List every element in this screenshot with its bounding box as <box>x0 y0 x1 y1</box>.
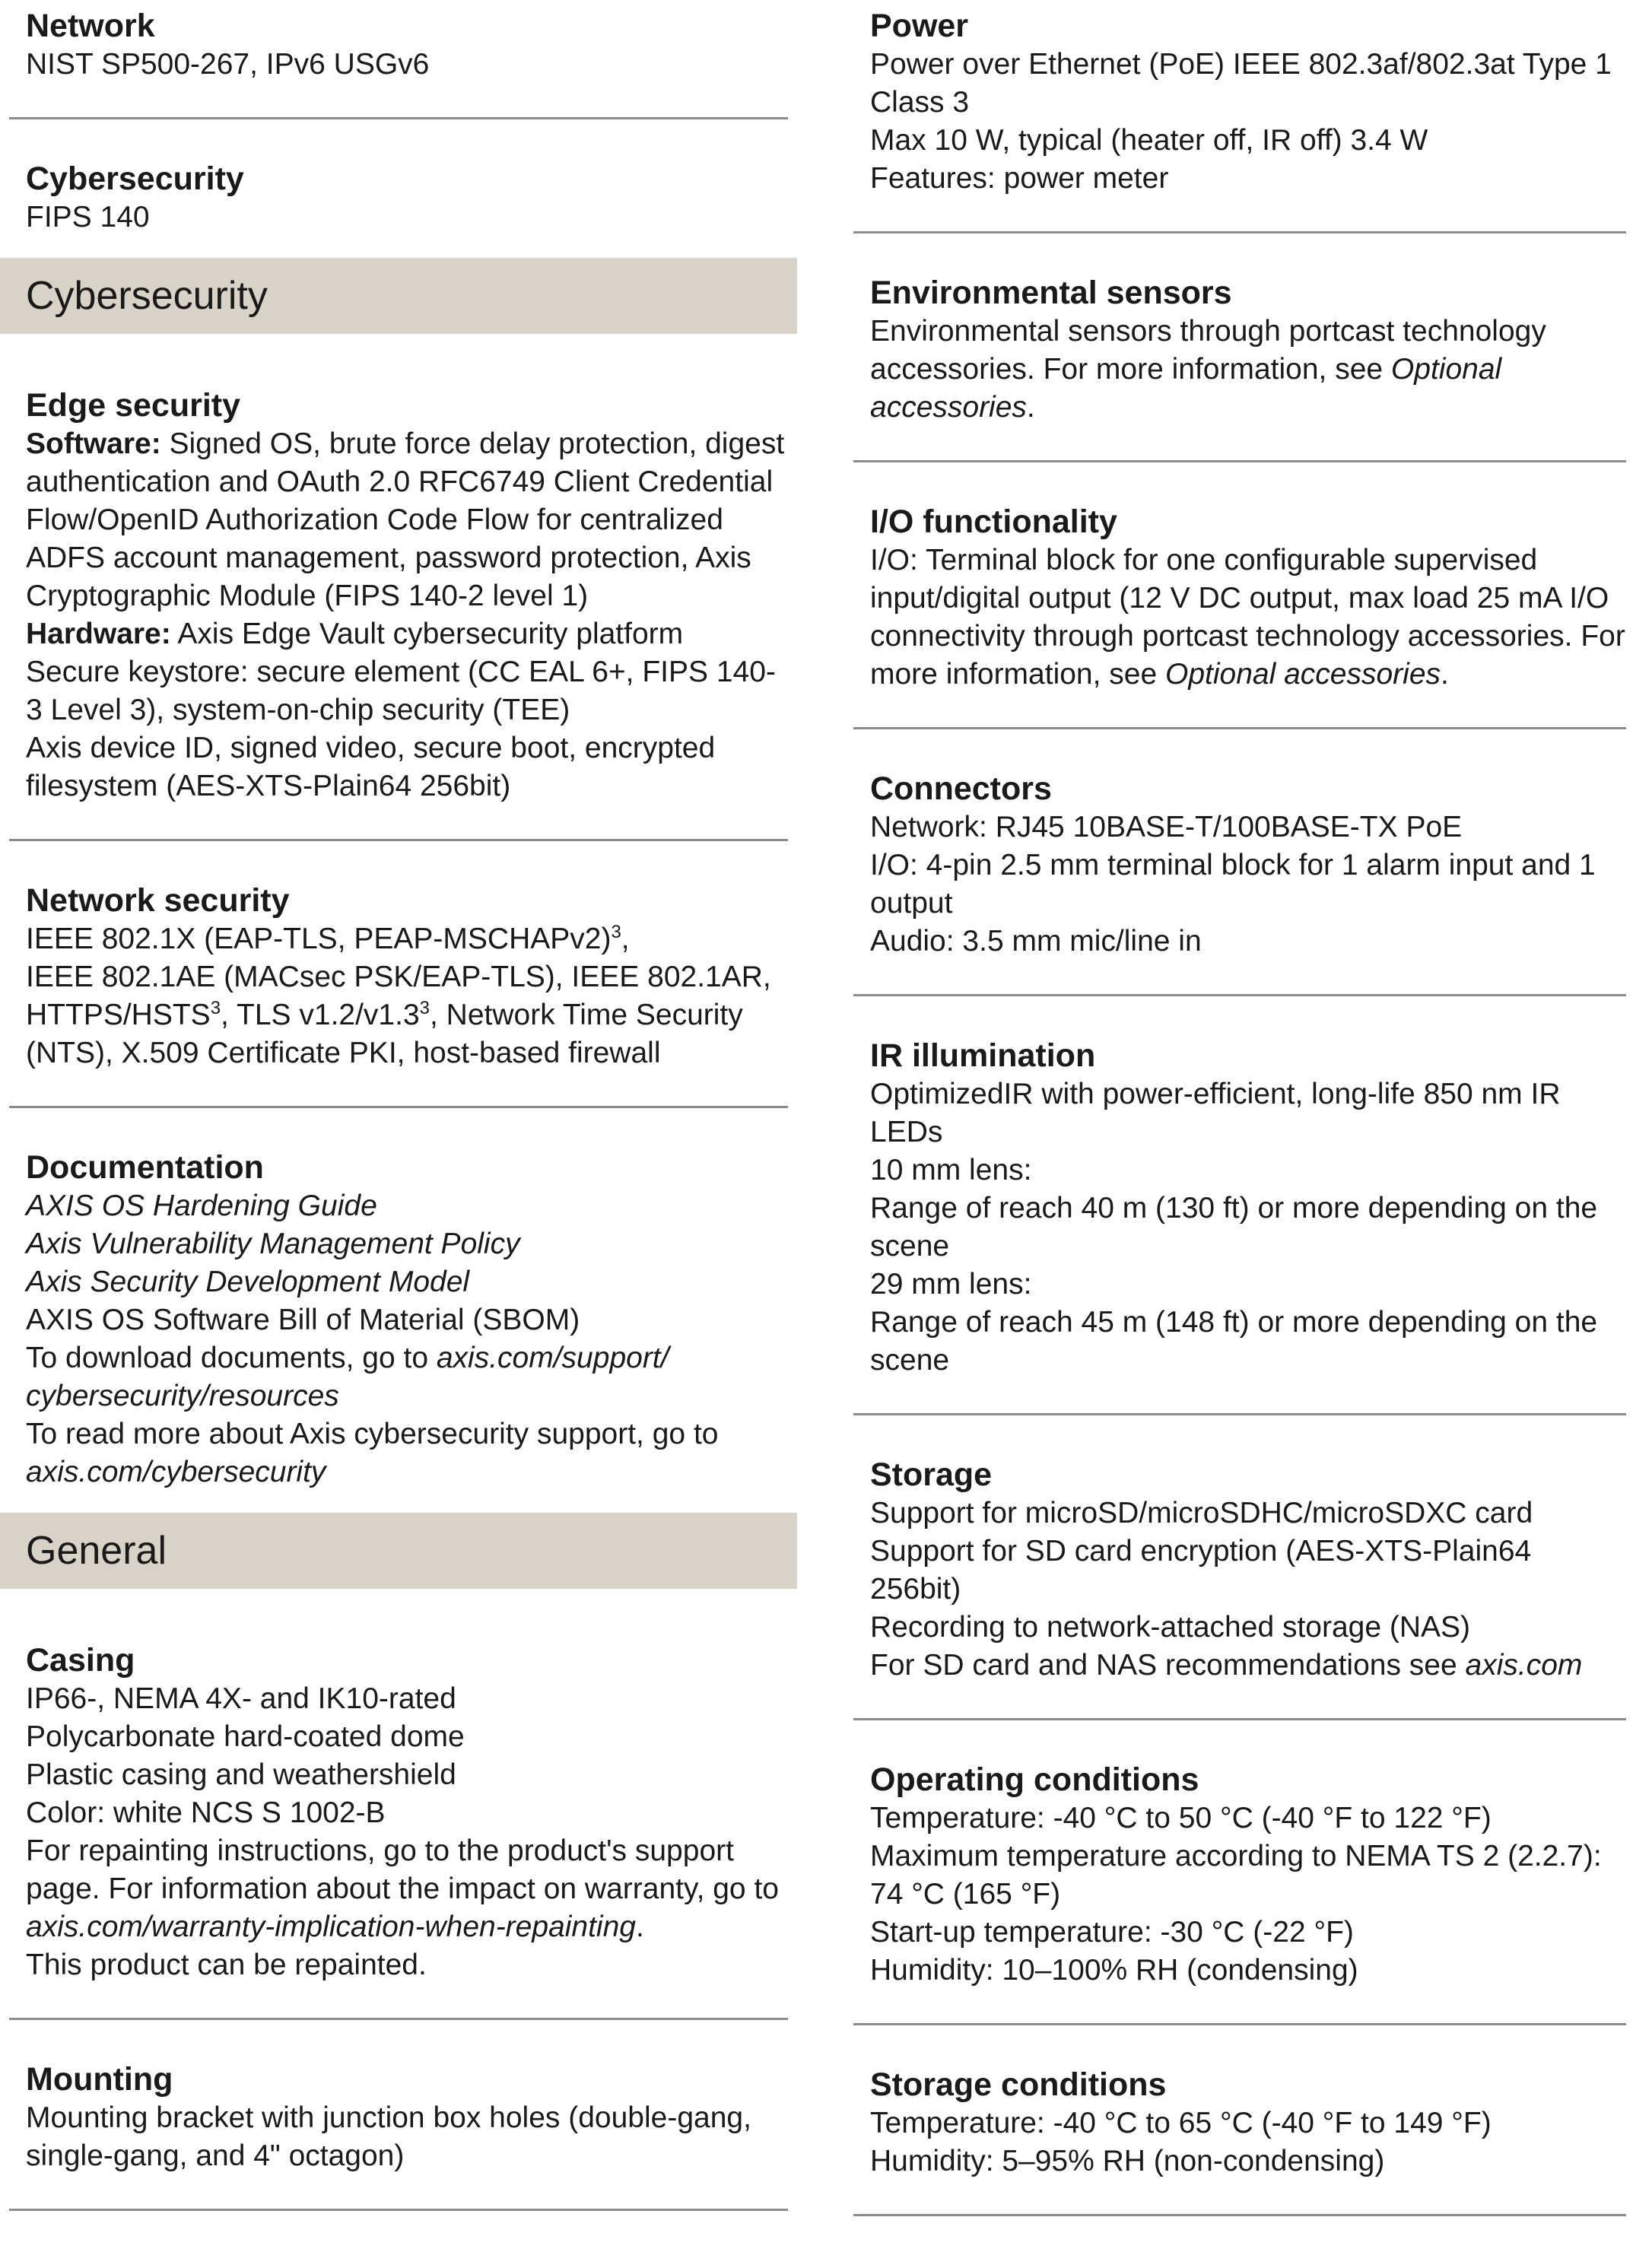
spec-line: This product can be repainted. <box>26 1949 427 1981</box>
section-title: Mounting <box>26 2061 173 2098</box>
section-title: Documentation <box>26 1149 264 1186</box>
spec-line: Temperature: -40 °C to 50 °C (-40 °F to 122 °F) <box>870 1802 1492 1834</box>
documentation-section <box>9 1142 788 1513</box>
spec-line: Secure keystore: secure element (CC EAL 6+, FIPS 140-3 Level 3), system-on-chip security (TEE) <box>26 656 776 726</box>
optional-accessories-link[interactable]: Optional accessories <box>1165 658 1441 691</box>
footnote-ref: 3 <box>210 998 221 1018</box>
text-part: , TLS v1.2/v1.3 <box>221 999 420 1031</box>
spec-line <box>870 313 1626 427</box>
spec-line: (NTS), X.509 Certificate PKI, host-based firewall <box>26 1037 661 1069</box>
spec-line: Max 10 W, typical (heater off, IR off) 3.4 W <box>870 124 1428 157</box>
text-part: IEEE 802.1X (EAP-TLS, PEAP-MSCHAPv2) <box>26 923 612 955</box>
section-title: Environmental sensors <box>870 275 1232 311</box>
section-title: I/O functionality <box>870 503 1117 540</box>
section-title: IR illumination <box>870 1037 1096 1074</box>
spec-line: 10 mm lens: <box>870 1154 1032 1186</box>
text-part: To read more about Axis cybersecurity support, go to <box>26 1418 719 1450</box>
spec-line: I/O: 4-pin 2.5 mm terminal block for 1 alarm input and 1 output <box>870 849 1596 920</box>
io-functionality-section <box>853 496 1626 729</box>
text-part: . <box>635 1911 644 1943</box>
text-part: , Network Time Security <box>430 999 743 1031</box>
connectors-section <box>853 763 1626 996</box>
spec-line <box>26 615 788 653</box>
network-section <box>9 0 788 119</box>
hardware-label: Hardware: <box>26 618 171 650</box>
spec-line: Humidity: 10–100% RH (condensing) <box>870 1954 1358 1987</box>
text-part: . <box>1026 391 1035 424</box>
section-title: Network security <box>26 882 290 919</box>
download-link[interactable]: axis.com/support/ cybersecurity/resources <box>26 1342 669 1412</box>
spec-line: Humidity: 5–95% RH (non-condensing) <box>870 2145 1385 2177</box>
spec-line: Features: power meter <box>870 162 1169 195</box>
spec-line <box>26 920 788 958</box>
spec-line: IEEE 802.1AE (MACsec PSK/EAP-TLS), IEEE 802.1AR, <box>26 961 771 993</box>
doc-link[interactable]: Axis Security Development Model <box>26 1266 470 1298</box>
footnote-ref: 3 <box>611 922 621 942</box>
text-part: . <box>1441 658 1449 691</box>
left-column <box>9 0 788 2244</box>
spec-line <box>26 1415 788 1491</box>
text-part: I/O: Terminal block for one configurable supervised input/digital output (12 V DC output, max load 25 mA I/O connectivity through portcast technology accessories. For more information, see <box>870 544 1625 691</box>
text-part: To download documents, go to <box>26 1342 437 1374</box>
operating-conditions-section <box>853 1754 1626 2025</box>
casing-section <box>9 1634 788 2020</box>
power-section <box>853 0 1626 233</box>
text-part: HTTPS/HSTS <box>26 999 211 1031</box>
spec-line: Power over Ethernet (PoE) IEEE 802.3af/802.3at Type 1 Class 3 <box>870 48 1612 119</box>
spec-line: NIST SP500-267, IPv6 USGv6 <box>26 48 430 81</box>
section-title: Storage conditions <box>870 2066 1167 2103</box>
text-part: For repainting instructions, go to the product's support page. For information about the impact on warranty, go to <box>26 1834 779 1905</box>
spec-line: IP66-, NEMA 4X- and IK10-rated <box>26 1682 456 1715</box>
axis-link[interactable]: axis.com <box>1465 1649 1583 1682</box>
section-title: Edge security <box>26 387 240 424</box>
text-part: Environmental sensors through portcast technology accessories. For more information, see <box>870 315 1546 386</box>
section-title: Network <box>26 8 155 44</box>
spec-line: Range of reach 40 m (130 ft) or more depending on the scene <box>870 1192 1598 1263</box>
edge-security-section <box>9 380 788 841</box>
section-title: Cybersecurity <box>26 160 244 197</box>
storage-section <box>853 1449 1626 1720</box>
spec-line: Axis device ID, signed video, secure boot, encrypted filesystem (AES-XTS-Plain64 256bit) <box>26 732 716 802</box>
spec-line: AXIS OS Software Bill of Material (SBOM) <box>26 1304 580 1336</box>
section-title: Power <box>870 8 969 44</box>
section-title: Storage <box>870 1456 993 1493</box>
spec-line: 29 mm lens: <box>870 1268 1032 1301</box>
environmental-sensors-section <box>853 267 1626 462</box>
spec-line: Support for SD card encryption (AES-XTS-Plain64 256bit) <box>870 1535 1532 1606</box>
spec-line: Network: RJ45 10BASE-T/100BASE-TX PoE <box>870 811 1463 843</box>
storage-conditions-section <box>853 2059 1626 2216</box>
spec-line: Range of reach 45 m (148 ft) or more depending on the scene <box>870 1306 1598 1377</box>
footnote-ref: 3 <box>419 998 430 1018</box>
spec-line: Support for microSD/microSDHC/microSDXC card <box>870 1497 1533 1529</box>
spec-line <box>870 542 1626 694</box>
text-part: For SD card and NAS recommendations see <box>870 1649 1466 1682</box>
spec-line: Temperature: -40 °C to 65 °C (-40 °F to 149 °F) <box>870 2107 1492 2139</box>
category-title: General <box>26 1529 167 1573</box>
spec-line: Start-up temperature: -30 °C (-22 °F) <box>870 1916 1354 1949</box>
right-column <box>853 0 1626 2250</box>
network-security-section <box>9 875 788 1108</box>
spec-line <box>26 996 788 1034</box>
spec-line: Recording to network-attached storage (NAS) <box>870 1611 1471 1644</box>
spec-line <box>26 1339 788 1415</box>
ir-illumination-section <box>853 1030 1626 1415</box>
warranty-link[interactable]: axis.com/warranty-implication-when-repainting <box>26 1911 636 1943</box>
spec-line: OptimizedIR with power-efficient, long-life 850 nm IR LEDs <box>870 1078 1561 1148</box>
cybersecurity-link[interactable]: axis.com/cybersecurity <box>26 1456 326 1488</box>
spec-line <box>26 425 788 615</box>
section-title: Operating conditions <box>870 1761 1199 1798</box>
mounting-section <box>9 2053 788 2211</box>
spec-line: FIPS 140 <box>26 201 150 233</box>
spec-line: Maximum temperature according to NEMA TS 2 (2.2.7): 74 °C (165 °F) <box>870 1840 1602 1911</box>
software-text: Signed OS, brute force delay protection, digest authentication and OAuth 2.0 RFC6749 Client Credential Flow/OpenID Authorization Code Flow for centralized ADFS account management, password protection, Axis Cryptographic Module (FIPS 140-2 level 1) <box>26 427 785 612</box>
spec-line: Polycarbonate hard-coated dome <box>26 1720 465 1753</box>
doc-link[interactable]: Axis Vulnerability Management Policy <box>26 1228 520 1260</box>
cybersecurity-cert-section <box>9 153 788 258</box>
optional-accessories-link[interactable]: Optional accessories <box>870 353 1502 424</box>
spec-line <box>870 1647 1626 1685</box>
text-part: , <box>621 923 630 955</box>
doc-link[interactable]: AXIS OS Hardening Guide <box>26 1190 377 1222</box>
spec-line <box>26 1832 788 1946</box>
spec-line: Plastic casing and weathershield <box>26 1758 456 1791</box>
category-band-cybersecurity <box>0 258 797 334</box>
section-title: Casing <box>26 1642 135 1679</box>
hardware-text: Axis Edge Vault cybersecurity platform <box>170 618 684 650</box>
spec-line: Mounting bracket with junction box holes (double-gang, single-gang, and 4" octagon) <box>26 2101 751 2172</box>
category-band-general <box>0 1513 797 1589</box>
section-title: Connectors <box>870 770 1052 807</box>
software-label: Software: <box>26 427 161 460</box>
spec-line: Color: white NCS S 1002-B <box>26 1796 386 1829</box>
category-title: Cybersecurity <box>26 274 268 318</box>
spec-line: Audio: 3.5 mm mic/line in <box>870 925 1202 958</box>
